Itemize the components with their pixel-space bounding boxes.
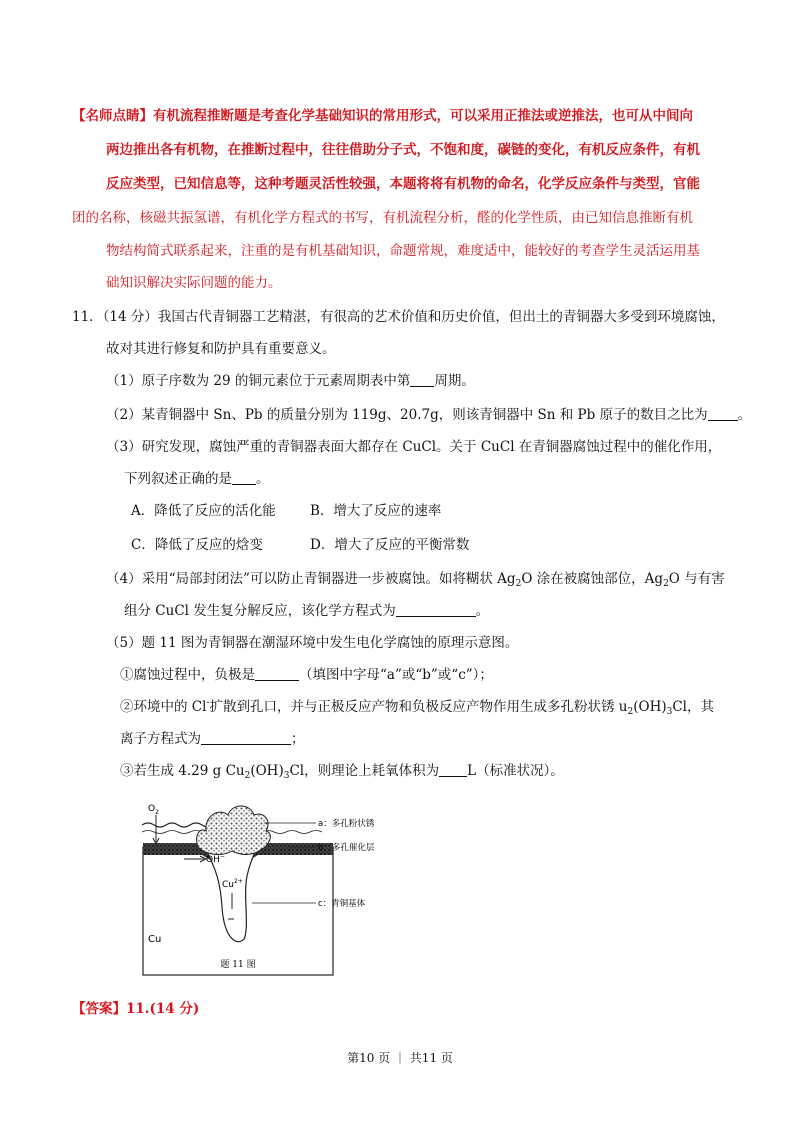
q11-sub-2-line-2: 离子方程式为 ； (120, 731, 305, 747)
q11-stem-line-1: 11．（14 分）我国古代青铜器工艺精湛，有很高的艺术价值和历史价值，但出土的青铜器大多受到环境腐蚀， (72, 309, 725, 325)
tip-line-6: 础知识解决实际问题的能力。 (106, 275, 282, 291)
catalyst-layer-left (143, 843, 205, 855)
answer-label: 【答案】 (72, 1001, 126, 1017)
option-c: C．降低了反应的焓变 (131, 537, 263, 553)
cu-ion-label: $Cu^{2+}$ (222, 878, 243, 890)
question-number: 11． (72, 309, 103, 325)
answer-blank-4[interactable] (396, 602, 476, 617)
q11-part-4-line-1: （4）采用“局部封闭法”可以防止青铜器进一步被腐蚀。如将糊状 $Ag_2O$ 涂在被腐蚀部位，$Ag_2O$ 与有害 (106, 571, 725, 589)
answer-blank-5[interactable] (255, 666, 299, 681)
q11-part-2: （2）某青铜器中 Sn、Pb 的质量分别为 119g、20.7g，则该青铜器中 Sn 和 Pb 原子的数目之比为 。 (106, 407, 752, 423)
tip-line-4: 团的名称，核磁共振氢谱，有机化学方程式的书写，有机流程分析，醛的化学性质，由已知信息推断有机 (72, 210, 693, 226)
figure-caption: 题 11 图 (220, 960, 256, 970)
q11-sub-1: ①腐蚀过程中，负极是 （填图中字母“a”或“b”或“c”）； (120, 667, 493, 683)
q11-part-5: （5）题 11 图为青铜器在潮湿环境中发生电化学腐蚀的原理示意图。 (106, 635, 519, 651)
q11-part-3-line-2: 下列叙述正确的是 。 (124, 471, 270, 487)
answer-blank-7[interactable] (439, 762, 467, 777)
answer-blank-3[interactable] (232, 470, 256, 485)
answer-text: 11.(14 分) (126, 1001, 200, 1017)
option-b: B．增大了反应的速率 (310, 503, 442, 519)
q11-sub-3: ③若生成 4.29 g $Cu_2(OH)_3Cl$，则理论上耗氧体积为 L（标准状况）。 (120, 763, 564, 781)
q11-part-1: （1）原子序数为 29 的铜元素位于元素周期表中第 周期。 (106, 373, 475, 389)
cu-label: Cu (148, 934, 162, 945)
tip-label: 【名师点睛】 (72, 108, 153, 124)
porous-rust (197, 806, 271, 855)
q11-sub-2-line-1: ②环境中的 Cl-扩散到孔口，并与正极反应产物和负极反应产物作用生成多孔粉状锈 $u_2(OH)_3Cl$，其 (120, 698, 714, 717)
corrosion-diagram (140, 797, 430, 982)
option-a: A．降低了反应的活化能 (131, 503, 276, 519)
label-c: c：青铜基体 (318, 899, 366, 909)
tip-line-5: 物结构简式联系起来，注重的是有机基础知识，命题常规，难度适中，能较好的考查学生灵活运用基 (106, 243, 700, 259)
q11-part-3-line-1: （3）研究发现，腐蚀严重的青铜器表面大都存在 CuCl。关于 CuCl 在青铜器腐蚀过程中的催化作用， (106, 439, 722, 455)
option-d: D．增大了反应的平衡常数 (310, 537, 470, 553)
tip-line-1: 【名师点睛】有机流程推断题是考查化学基础知识的常用形式，可以采用正推法或逆推法，也可从中间向 (72, 108, 693, 124)
oh-label: OH− (206, 853, 225, 865)
q11-stem-line-2: 故对其进行修复和防护具有重要意义。 (106, 341, 336, 357)
answer-blank-1[interactable] (410, 372, 434, 387)
label-b: b：多孔催化层 (318, 843, 375, 853)
tip-line-2: 两边推出各有机物，在推断过程中，往往借助分子式，不饱和度，碳链的变化，有机反应条件，有机 (106, 142, 700, 158)
tip-line-3: 反应类型，已知信息等，这种考题灵活性较强，本题将将有机物的命名，化学反应条件与类型，官能 (106, 176, 700, 192)
answer-blank-6[interactable] (201, 730, 291, 745)
answer-line (72, 999, 199, 1019)
q11-part-4-line-2: 组分 CuCl 发生复分解反应，该化学方程式为 。 (124, 603, 490, 619)
page-footer: 第10 页 ｜ 共11 页 (347, 1051, 453, 1065)
answer-blank-2[interactable] (708, 406, 738, 421)
label-a: a：多孔粉状锈 (318, 819, 375, 829)
o2-label: $O_2$ (148, 804, 159, 816)
